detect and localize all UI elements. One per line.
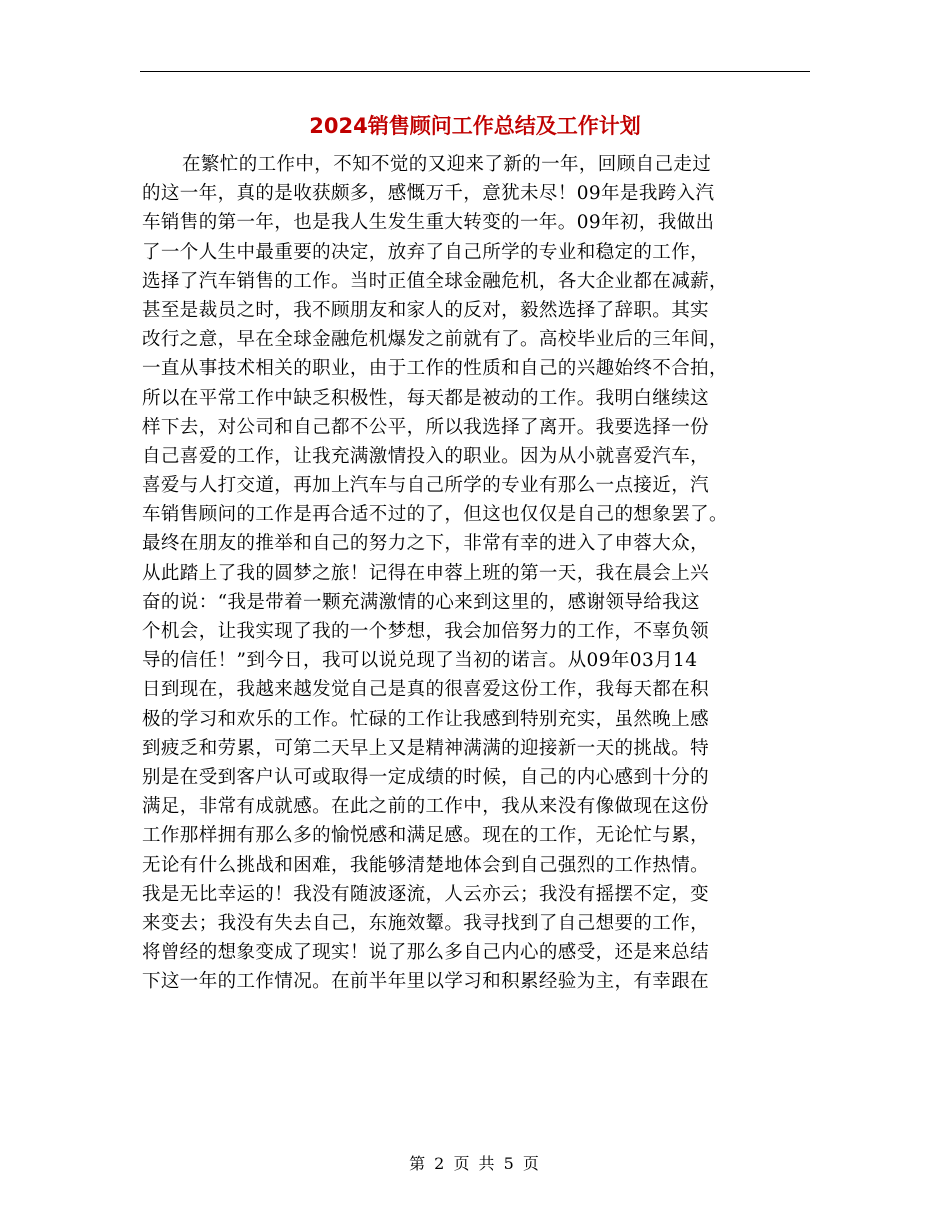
body-line: 个机会，让我实现了我的一个梦想，我会加倍努力的工作，不辜负领 (142, 621, 710, 642)
body-line: 满足，非常有成就感。在此之前的工作中，我从来没有像做现在这份 (142, 796, 710, 818)
body-line: 一直从事技术相关的职业，由于工作的性质和自己的兴趣始终不合拍， (142, 358, 728, 380)
body-line: 的这一年，真的是收获颇多，感慨万千，意犹未尽！09年是我跨入汽 (142, 183, 715, 205)
body-line: 车销售的第一年，也是我人生发生重大转变的一年。09年初，我做出 (142, 212, 715, 234)
body-line: 工作那样拥有那么多的愉悦感和满足感。现在的工作，无论忙与累， (142, 825, 710, 847)
body-line: 来变去；我没有失去自己，东施效颦。我寻找到了自己想要的工作， (142, 912, 710, 934)
body-line: 改行之意，早在全球金融危机爆发之前就有了。高校毕业后的三年间， (142, 329, 728, 351)
document-title: 2024销售顾问工作总结及工作计划 (309, 114, 641, 138)
body-line: 日到现在，我越来越发觉自己是真的很喜爱这份工作，我每天都在积 (142, 679, 710, 701)
body-line: 从此踏上了我的圆梦之旅！记得在申蓉上班的第一天，我在晨会上兴 (142, 562, 710, 584)
body-line: 别是在受到客户认可或取得一定成绩的时候，自己的内心感到十分的 (142, 766, 710, 788)
body-line: 车销售顾问的工作是再合适不过的了，但这也仅仅是自己的想象罢了。 (142, 504, 728, 526)
body-line: 所以在平常工作中缺乏积极性，每天都是被动的工作。我明白继续这 (142, 387, 710, 409)
body-line: 甚至是裁员之时，我不顾朋友和家人的反对，毅然选择了辞职。其实 (142, 299, 710, 321)
body-line: 极的学习和欢乐的工作。忙碌的工作让我感到特别充实，虽然晚上感 (142, 708, 710, 730)
body-line: 我是无比幸运的！我没有随波逐流，人云亦云；我没有摇摆不定，变 (142, 883, 710, 905)
body-line: 样下去，对公司和自己都不公平，所以我选择了离开。我要选择一份 (142, 416, 710, 438)
body-line: 选择了汽车销售的工作。当时正值全球金融危机，各大企业都在减薪， (142, 270, 728, 292)
body-line: 导的信任！”到今日，我可以说兑现了当初的诺言。从09年03月14 (142, 650, 698, 672)
body-line: 将曾经的想象变成了现实！说了那么多自己内心的感受，还是来总结 (142, 942, 710, 964)
body-line: 下这一年的工作情况。在前半年里以学习和积累经验为主，有幸跟在 (142, 971, 710, 993)
body-line: 在繁忙的工作中，不知不觉的又迎来了新的一年，回顾自己走过 (182, 154, 712, 175)
body-line: 喜爱与人打交道，再加上汽车与自己所学的专业有那么一点接近，汽 (142, 475, 710, 497)
header-rule (140, 71, 810, 72)
page-number: 第 2 页 共 5 页 (409, 1154, 541, 1173)
body-line: 到疲乏和劳累，可第二天早上又是精神满满的迎接新一天的挑战。特 (142, 737, 710, 759)
body-line: 无论有什么挑战和困难，我能够清楚地体会到自己强烈的工作热情。 (142, 854, 710, 876)
body-line: 自己喜爱的工作，让我充满激情投入的职业。因为从小就喜爱汽车， (142, 445, 710, 467)
document-body (142, 150, 812, 996)
body-line: 奋的说：“我是带着一颗充满激情的心来到这里的，感谢领导给我这 (142, 591, 700, 613)
body-line: 了一个人生中最重要的决定，放弃了自己所学的专业和稳定的工作， (142, 241, 710, 263)
body-line: 最终在朋友的推举和自己的努力之下，非常有幸的进入了申蓉大众， (142, 533, 710, 555)
